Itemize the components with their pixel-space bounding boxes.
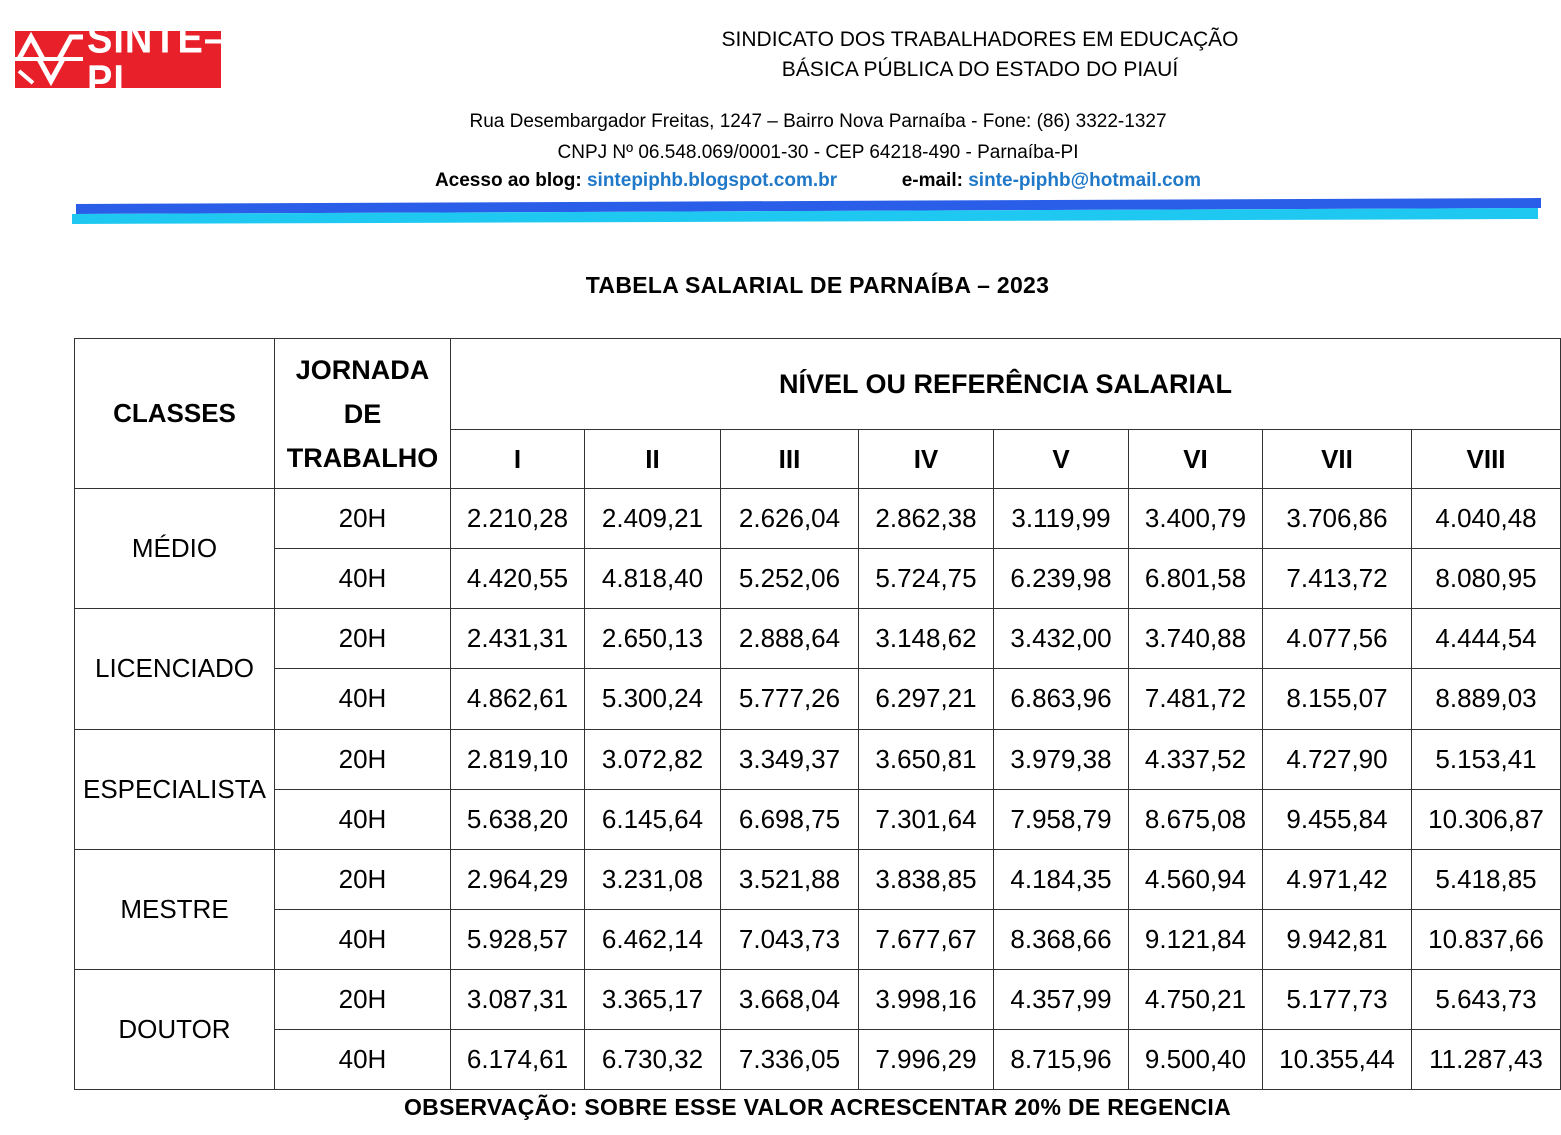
table-row	[75, 909, 1561, 969]
salary-cell: 2.626,04	[721, 489, 859, 549]
logo-mark-icon	[15, 31, 85, 88]
table-row	[75, 669, 1561, 729]
salary-cell: 6.145,64	[585, 789, 721, 849]
table-row	[75, 549, 1561, 609]
salary-cell: 7.413,72	[1263, 549, 1412, 609]
salary-cell: 6.462,14	[585, 909, 721, 969]
salary-cell: 2.964,29	[451, 849, 585, 909]
salary-cell: 3.148,62	[859, 609, 994, 669]
email-label: e-mail:	[901, 170, 963, 191]
salary-cell: 4.560,94	[1129, 849, 1263, 909]
salary-cell: 3.119,99	[994, 489, 1129, 549]
hours-cell: 40H	[275, 789, 451, 849]
salary-cell: 4.971,42	[1263, 849, 1412, 909]
logo-text: SINTE–PI	[87, 15, 227, 104]
level-header-1: I	[451, 430, 585, 489]
col-header-level: NÍVEL OU REFERÊNCIA SALARIAL	[451, 339, 1561, 430]
salary-cell: 6.297,21	[859, 669, 994, 729]
salary-cell: 10.306,87	[1412, 789, 1561, 849]
salary-cell: 3.979,38	[994, 729, 1129, 789]
salary-cell: 4.444,54	[1412, 609, 1561, 669]
salary-cell: 8.155,07	[1263, 669, 1412, 729]
salary-cell: 3.365,17	[585, 969, 721, 1029]
class-label: ESPECIALISTA	[75, 729, 275, 849]
salary-cell: 6.863,96	[994, 669, 1129, 729]
salary-cell: 4.420,55	[451, 549, 585, 609]
salary-cell: 8.080,95	[1412, 549, 1561, 609]
header-union-name	[560, 25, 1400, 85]
salary-cell: 6.239,98	[994, 549, 1129, 609]
level-header-3: III	[721, 430, 859, 489]
col-header-jornada: JORNADA DE TRABALHO	[275, 339, 451, 489]
salary-cell: 5.638,20	[451, 789, 585, 849]
observation-note: OBSERVAÇÃO: SOBRE ESSE VALOR ACRESCENTAR 20% DE REGENCIA	[403, 1094, 1232, 1120]
salary-cell: 5.643,73	[1412, 969, 1561, 1029]
salary-cell: 5.418,85	[1412, 849, 1561, 909]
salary-cell: 4.862,61	[451, 669, 585, 729]
table-row	[75, 609, 1561, 669]
blog-label: Acesso ao blog:	[434, 170, 582, 191]
table-row	[75, 489, 1561, 549]
salary-cell: 4.337,52	[1129, 729, 1263, 789]
salary-cell: 5.724,75	[859, 549, 994, 609]
salary-cell: 3.072,82	[585, 729, 721, 789]
salary-table	[74, 338, 1561, 1090]
salary-cell: 8.715,96	[994, 1029, 1129, 1089]
salary-cell: 5.300,24	[585, 669, 721, 729]
salary-cell: 2.862,38	[859, 489, 994, 549]
document-title: TABELA SALARIAL DE PARNAÍBA – 2023	[585, 272, 1050, 298]
salary-cell: 3.087,31	[451, 969, 585, 1029]
salary-cell: 9.121,84	[1129, 909, 1263, 969]
header-contact	[318, 170, 1318, 192]
salary-cell: 3.231,08	[585, 849, 721, 909]
salary-cell: 2.650,13	[585, 609, 721, 669]
salary-cell: 4.040,48	[1412, 489, 1561, 549]
salary-cell: 2.210,28	[451, 489, 585, 549]
salary-cell: 8.368,66	[994, 909, 1129, 969]
salary-cell: 3.740,88	[1129, 609, 1263, 669]
salary-cell: 8.675,08	[1129, 789, 1263, 849]
salary-cell: 4.357,99	[994, 969, 1129, 1029]
class-label: DOUTOR	[75, 969, 275, 1089]
salary-cell: 7.336,05	[721, 1029, 859, 1089]
salary-cell: 7.677,67	[859, 909, 994, 969]
hours-cell: 40H	[275, 909, 451, 969]
header-line-2: BÁSICA PÚBLICA DO ESTADO DO PIAUÍ	[781, 58, 1179, 81]
salary-cell: 3.706,86	[1263, 489, 1412, 549]
salary-cell: 3.998,16	[859, 969, 994, 1029]
salary-cell: 3.668,04	[721, 969, 859, 1029]
level-header-8: VIII	[1412, 430, 1561, 489]
salary-cell: 7.958,79	[994, 789, 1129, 849]
hours-cell: 20H	[275, 849, 451, 909]
table-row	[75, 729, 1561, 789]
class-label: MESTRE	[75, 849, 275, 969]
salary-cell: 4.077,56	[1263, 609, 1412, 669]
level-header-7: VII	[1263, 430, 1412, 489]
salary-cell: 4.184,35	[994, 849, 1129, 909]
salary-cell: 2.819,10	[451, 729, 585, 789]
level-header-4: IV	[859, 430, 994, 489]
col-header-classes: CLASSES	[75, 339, 275, 489]
table-row	[75, 789, 1561, 849]
salary-cell: 2.409,21	[585, 489, 721, 549]
level-header-5: V	[994, 430, 1129, 489]
table-row	[75, 1029, 1561, 1089]
header-address: Rua Desembargador Freitas, 1247 – Bairro Nova Parnaíba - Fone: (86) 3322-1327	[469, 111, 1167, 132]
table-row	[75, 849, 1561, 909]
hours-cell: 40H	[275, 1029, 451, 1089]
salary-cell: 3.838,85	[859, 849, 994, 909]
salary-cell: 5.177,73	[1263, 969, 1412, 1029]
salary-cell: 7.301,64	[859, 789, 994, 849]
hours-cell: 40H	[275, 549, 451, 609]
hours-cell: 20H	[275, 969, 451, 1029]
salary-cell: 11.287,43	[1412, 1029, 1561, 1089]
salary-cell: 7.043,73	[721, 909, 859, 969]
level-header-6: VI	[1129, 430, 1263, 489]
salary-cell: 3.650,81	[859, 729, 994, 789]
class-label: LICENCIADO	[75, 609, 275, 729]
salary-cell: 5.928,57	[451, 909, 585, 969]
salary-cell: 9.455,84	[1263, 789, 1412, 849]
salary-cell: 7.996,29	[859, 1029, 994, 1089]
hours-cell: 20H	[275, 729, 451, 789]
salary-cell: 10.837,66	[1412, 909, 1561, 969]
salary-cell: 5.777,26	[721, 669, 859, 729]
level-header-2: II	[585, 430, 721, 489]
salary-cell: 3.432,00	[994, 609, 1129, 669]
salary-cell: 9.500,40	[1129, 1029, 1263, 1089]
salary-cell: 6.698,75	[721, 789, 859, 849]
salary-cell: 5.252,06	[721, 549, 859, 609]
salary-cell: 3.400,79	[1129, 489, 1263, 549]
salary-cell: 4.750,21	[1129, 969, 1263, 1029]
salary-cell: 3.521,88	[721, 849, 859, 909]
salary-cell: 2.431,31	[451, 609, 585, 669]
salary-cell: 6.730,32	[585, 1029, 721, 1089]
blog-link[interactable]: sintepiphb.blogspot.com.br	[586, 170, 838, 191]
header-cnpj: CNPJ Nº 06.548.069/0001-30 - CEP 64218-490 - Parnaíba-PI	[557, 142, 1079, 163]
hours-cell: 40H	[275, 669, 451, 729]
email-link[interactable]: sinte-piphb@hotmail.com	[968, 170, 1202, 191]
class-label: MÉDIO	[75, 489, 275, 609]
salary-cell: 8.889,03	[1412, 669, 1561, 729]
salary-cell: 4.727,90	[1263, 729, 1412, 789]
sinte-pi-logo	[15, 15, 227, 104]
salary-cell: 5.153,41	[1412, 729, 1561, 789]
salary-cell: 9.942,81	[1263, 909, 1412, 969]
header-divider-stripes	[0, 195, 1561, 235]
salary-cell: 7.481,72	[1129, 669, 1263, 729]
salary-cell: 6.801,58	[1129, 549, 1263, 609]
salary-cell: 2.888,64	[721, 609, 859, 669]
hours-cell: 20H	[275, 609, 451, 669]
header-line-1: SINDICATO DOS TRABALHADORES EM EDUCAÇÃO	[721, 28, 1239, 51]
salary-cell: 3.349,37	[721, 729, 859, 789]
salary-cell: 10.355,44	[1263, 1029, 1412, 1089]
hours-cell: 20H	[275, 489, 451, 549]
salary-cell: 4.818,40	[585, 549, 721, 609]
table-row	[75, 969, 1561, 1029]
salary-cell: 6.174,61	[451, 1029, 585, 1089]
